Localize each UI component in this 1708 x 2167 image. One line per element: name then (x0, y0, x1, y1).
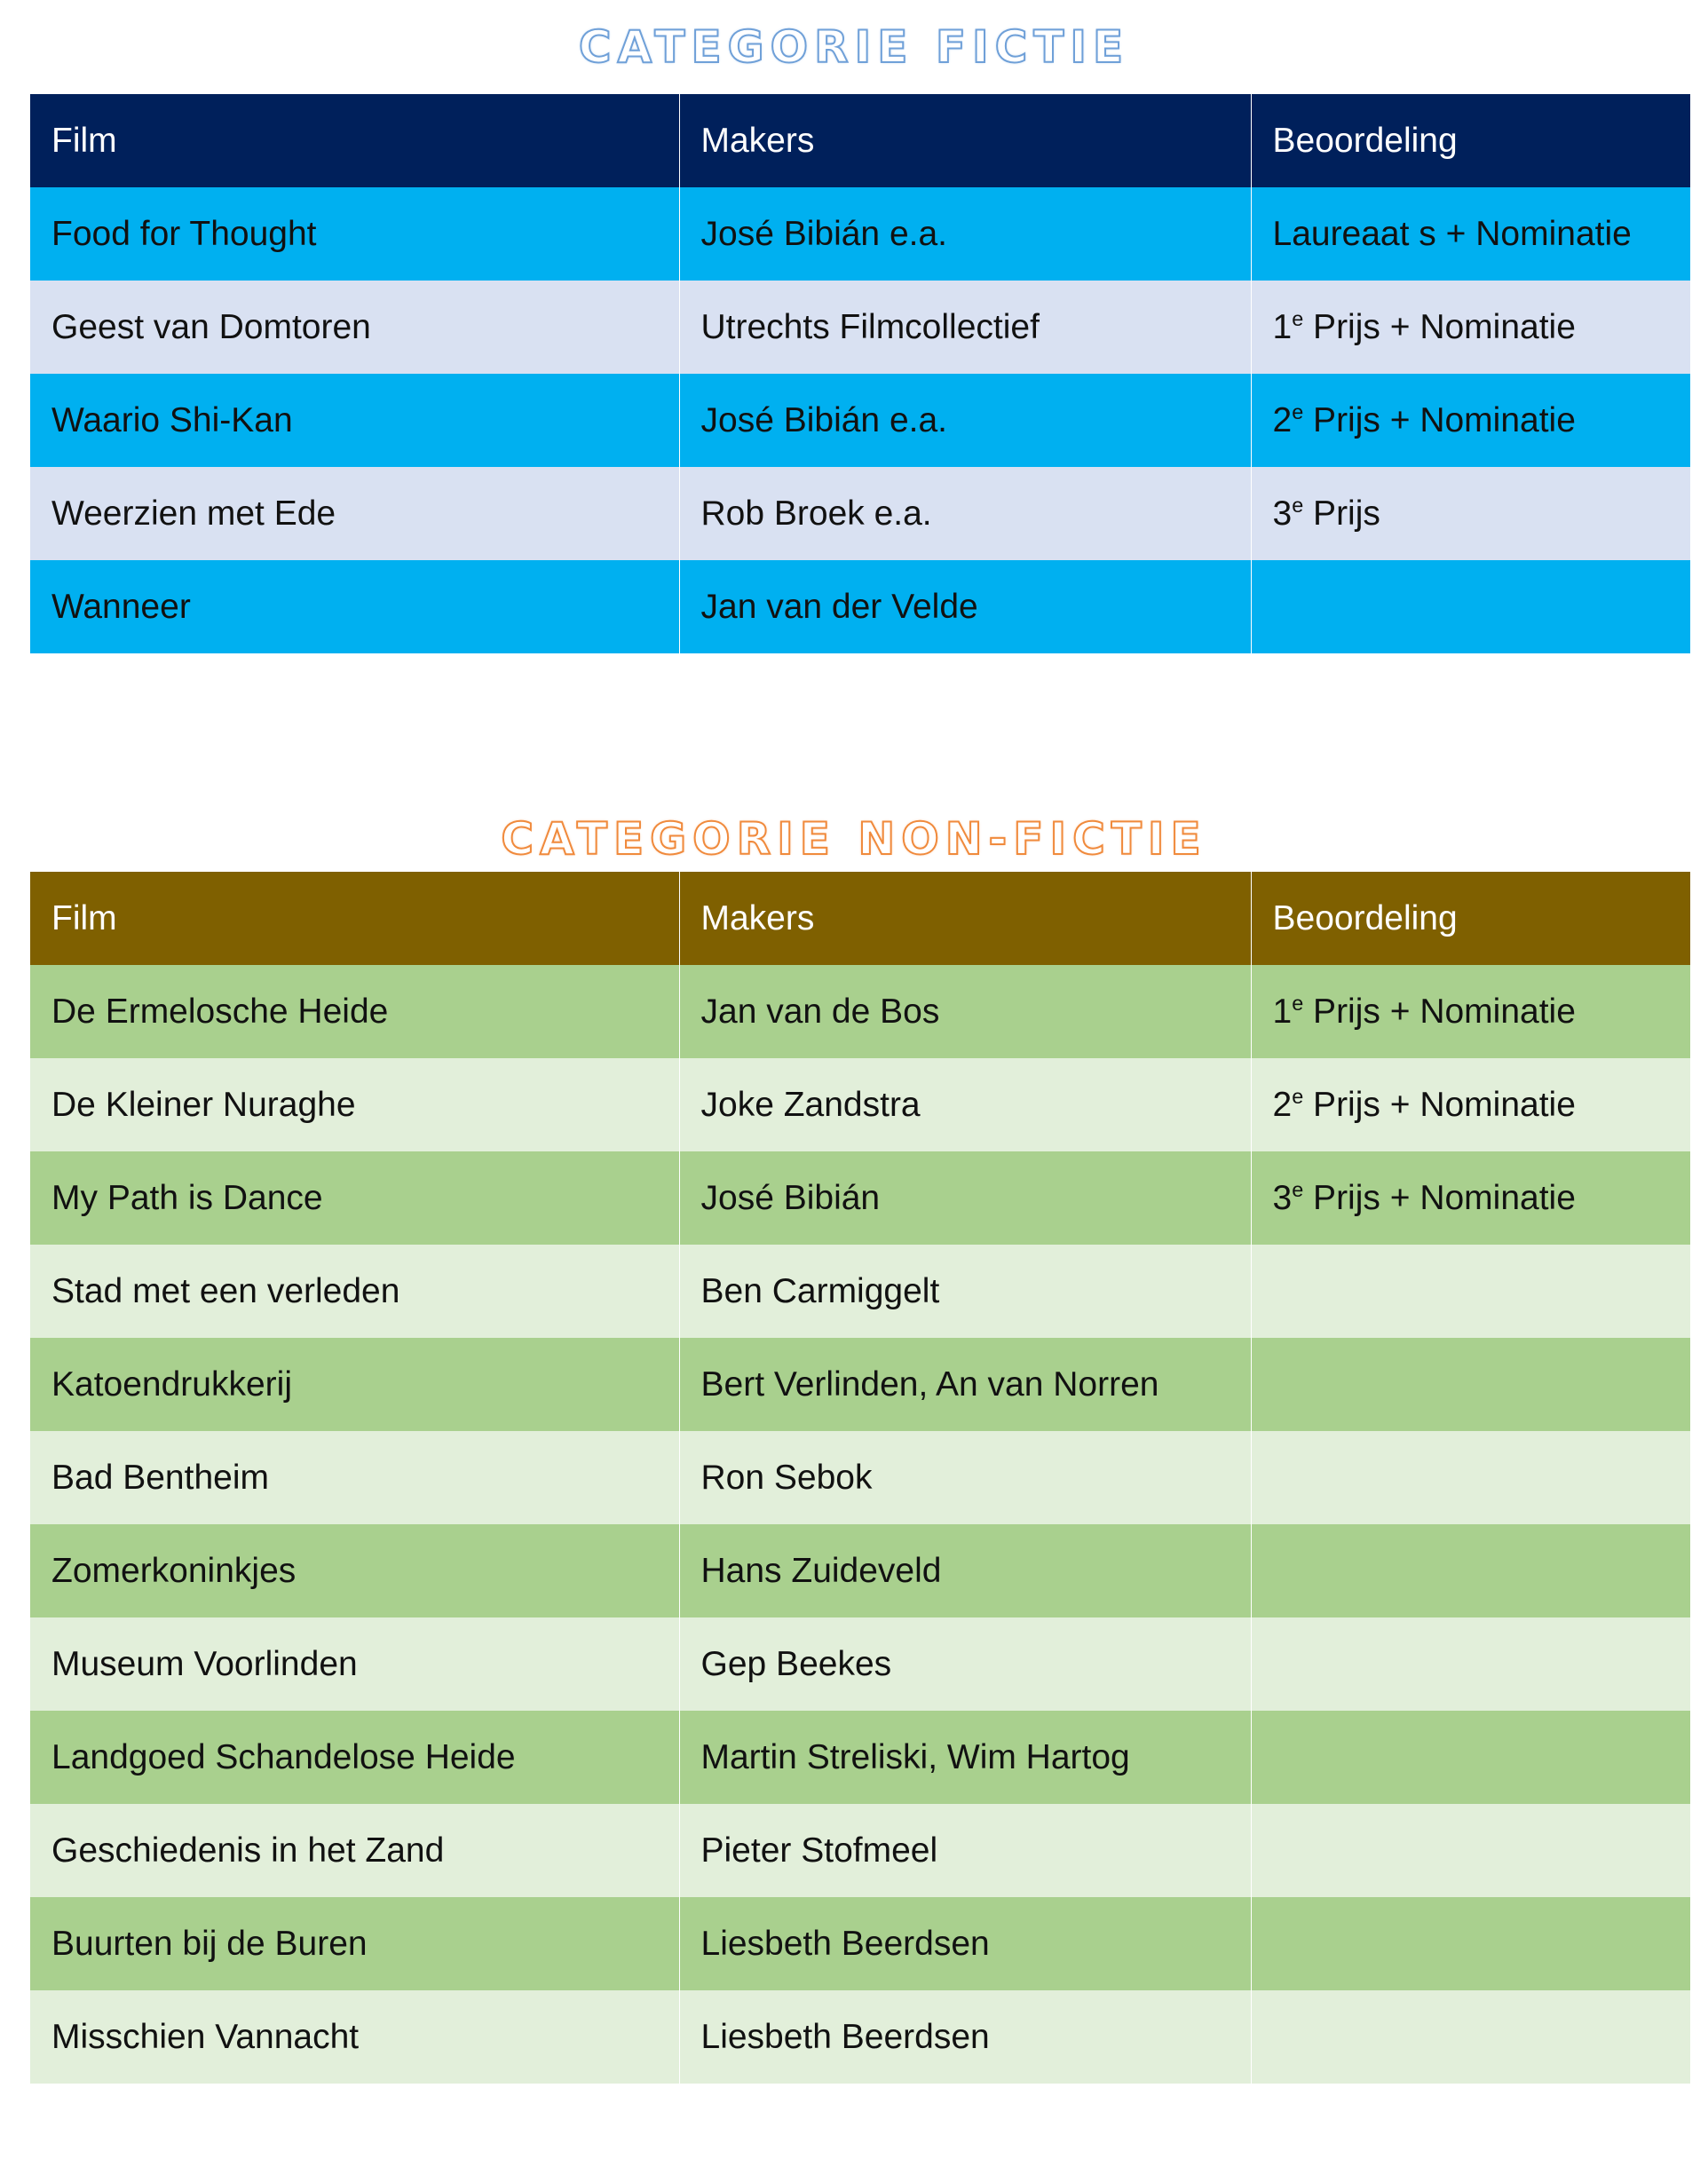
cell-film: Buurten bij de Buren (30, 1897, 679, 1990)
cell-makers: Bert Verlinden, An van Norren (679, 1338, 1251, 1431)
cell-film: Weerzien met Ede (30, 467, 679, 560)
table-header-row (30, 94, 1690, 187)
table-row (30, 1804, 1690, 1897)
table-row (30, 1711, 1690, 1804)
cell-beoordeling (1251, 187, 1690, 281)
cell-film: Geschiedenis in het Zand (30, 1804, 679, 1897)
table-row (30, 1431, 1690, 1524)
header-makers: Makers (679, 94, 1251, 187)
cell-makers: Joke Zandstra (679, 1058, 1251, 1151)
table-row (30, 560, 1690, 653)
cell-makers: Liesbeth Beerdsen (679, 1990, 1251, 2084)
beoordeling-rank: 3 (1272, 1178, 1293, 1217)
cell-makers: Jan van der Velde (679, 560, 1251, 653)
table-header-row (30, 872, 1690, 965)
cell-beoordeling (1251, 1338, 1690, 1431)
beoordeling-ordinal-suffix: e (1292, 1084, 1304, 1108)
cell-makers: Ron Sebok (679, 1431, 1251, 1524)
beoordeling-ordinal-suffix: e (1292, 991, 1304, 1015)
cell-makers: Liesbeth Beerdsen (679, 1897, 1251, 1990)
cell-beoordeling (1251, 1058, 1690, 1151)
cell-makers: Gep Beekes (679, 1617, 1251, 1711)
beoordeling-text: Prijs + Nominatie (1303, 400, 1576, 439)
table-row (30, 1617, 1690, 1711)
cell-makers: Utrechts Filmcollectief (679, 281, 1251, 374)
header-beoordeling: Beoordeling (1251, 872, 1690, 965)
cell-film: Bad Bentheim (30, 1431, 679, 1524)
cell-film: Misschien Vannacht (30, 1990, 679, 2084)
table-fictie (30, 94, 1690, 653)
cell-makers: José Bibián e.a. (679, 374, 1251, 467)
cell-beoordeling (1251, 1245, 1690, 1338)
beoordeling-text: Prijs + Nominatie (1303, 307, 1576, 346)
cell-film: De Kleiner Nuraghe (30, 1058, 679, 1151)
cell-beoordeling (1251, 1711, 1690, 1804)
cell-beoordeling (1251, 965, 1690, 1058)
header-makers: Makers (679, 872, 1251, 965)
table-row (30, 467, 1690, 560)
cell-makers: Hans Zuideveld (679, 1524, 1251, 1617)
cell-beoordeling (1251, 374, 1690, 467)
beoordeling-text: Prijs + Nominatie (1303, 1085, 1576, 1124)
cell-film: De Ermelosche Heide (30, 965, 679, 1058)
table-row (30, 1524, 1690, 1617)
header-beoordeling: Beoordeling (1251, 94, 1690, 187)
cell-film: Landgoed Schandelose Heide (30, 1711, 679, 1804)
table-row (30, 374, 1690, 467)
cell-makers: José Bibián (679, 1151, 1251, 1245)
beoordeling-rank: 1 (1272, 307, 1293, 346)
cell-beoordeling (1251, 1431, 1690, 1524)
header-film: Film (30, 872, 679, 965)
beoordeling-rank: 1 (1272, 992, 1293, 1031)
heading-categorie-non-fictie: CATEGORIE NON-FICTIE (501, 813, 1207, 865)
table-row (30, 281, 1690, 374)
cell-film: Katoendrukkerij (30, 1338, 679, 1431)
cell-film: Stad met een verleden (30, 1245, 679, 1338)
cell-film: Food for Thought (30, 187, 679, 281)
cell-film: Zomerkoninkjes (30, 1524, 679, 1617)
cell-makers: Jan van de Bos (679, 965, 1251, 1058)
cell-beoordeling (1251, 1897, 1690, 1990)
cell-makers: Rob Broek e.a. (679, 467, 1251, 560)
cell-beoordeling (1251, 1524, 1690, 1617)
cell-beoordeling (1251, 560, 1690, 653)
table-non-fictie (30, 872, 1690, 2084)
beoordeling-rank: 3 (1272, 494, 1293, 533)
cell-makers: Pieter Stofmeel (679, 1804, 1251, 1897)
cell-beoordeling (1251, 1617, 1690, 1711)
beoordeling-rank: 2 (1272, 400, 1293, 439)
table-row (30, 1058, 1690, 1151)
beoordeling-text: Prijs (1303, 494, 1380, 533)
table-row (30, 1338, 1690, 1431)
beoordeling-ordinal-suffix: e (1292, 399, 1304, 423)
cell-makers: Ben Carmiggelt (679, 1245, 1251, 1338)
heading-categorie-fictie: CATEGORIE FICTIE (578, 21, 1130, 73)
beoordeling-ordinal-suffix: e (1292, 1177, 1304, 1201)
cell-film: My Path is Dance (30, 1151, 679, 1245)
beoordeling-text: Prijs + Nominatie (1303, 992, 1576, 1031)
cell-film: Waario Shi-Kan (30, 374, 679, 467)
beoordeling-ordinal-suffix: e (1292, 493, 1304, 517)
cell-makers: Martin Streliski, Wim Hartog (679, 1711, 1251, 1804)
beoordeling-text: Laureaat s + Nominatie (1272, 214, 1632, 253)
cell-film: Wanneer (30, 560, 679, 653)
cell-beoordeling (1251, 1151, 1690, 1245)
cell-beoordeling (1251, 467, 1690, 560)
header-film: Film (30, 94, 679, 187)
beoordeling-text: Prijs + Nominatie (1303, 1178, 1576, 1217)
table-row (30, 965, 1690, 1058)
table-row (30, 1897, 1690, 1990)
table-row (30, 1245, 1690, 1338)
cell-film: Museum Voorlinden (30, 1617, 679, 1711)
cell-beoordeling (1251, 281, 1690, 374)
beoordeling-ordinal-suffix: e (1292, 306, 1304, 330)
cell-beoordeling (1251, 1804, 1690, 1897)
cell-film: Geest van Domtoren (30, 281, 679, 374)
cell-beoordeling (1251, 1990, 1690, 2084)
table-row (30, 187, 1690, 281)
beoordeling-rank: 2 (1272, 1085, 1293, 1124)
table-row (30, 1151, 1690, 1245)
table-row (30, 1990, 1690, 2084)
cell-makers: José Bibián e.a. (679, 187, 1251, 281)
